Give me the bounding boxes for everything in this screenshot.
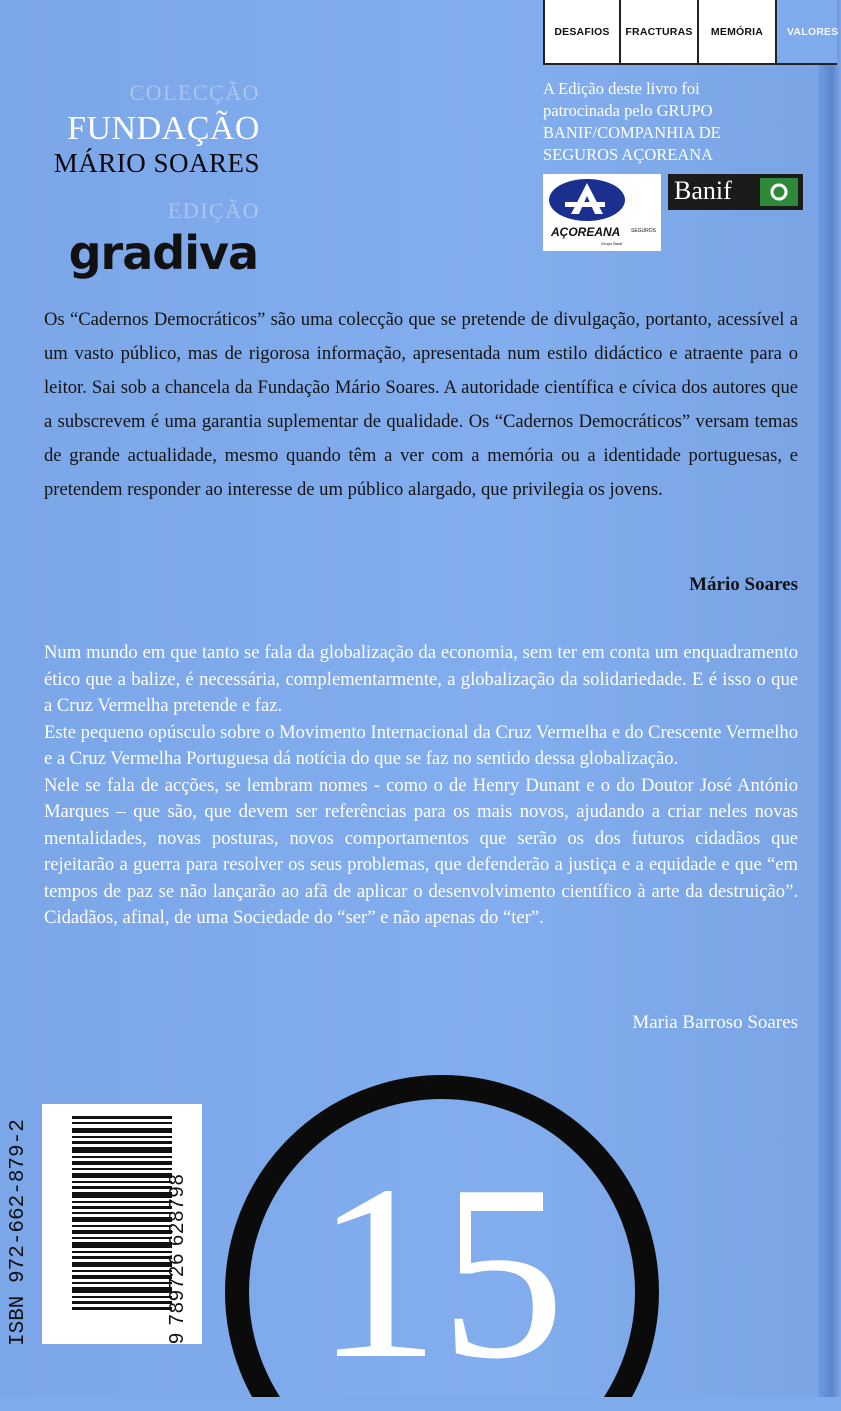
coleccao-label: COLECÇÃO	[129, 80, 260, 105]
acoreana-logo	[543, 174, 661, 251]
preface-text	[44, 640, 798, 932]
acoreana-logo-text: AÇOREANA	[551, 225, 621, 239]
sponsor-note	[543, 78, 783, 166]
gradiva-logo: gradiva	[68, 226, 258, 280]
acoreana-group-text: Grupo Banif	[601, 241, 623, 246]
tab-fracturas: FRACTURAS	[621, 0, 699, 65]
acoreana-emblem-icon	[543, 174, 661, 251]
series-tabs	[543, 0, 837, 65]
banif-emblem-icon	[760, 178, 798, 206]
preface-paragraph: Este pequeno opúsculo sobre o Movimento Internacional da Cruz Vermelha e do Crescente Vermelho e a Cruz Vermelha Portuguesa dá notícia do que se faz no sentido dessa globalização.	[44, 721, 798, 769]
spine-edge	[818, 0, 841, 1397]
volume-number: 15	[315, 1134, 565, 1411]
ean-number: 9 789726 628798	[166, 1173, 188, 1344]
maria-barroso-signature: Maria Barroso Soares	[632, 1012, 798, 1033]
banif-logo	[668, 174, 803, 210]
preface-paragraph: Nele se fala de acções, se lembram nomes - como o de Henry Dunant e o do Doutor José António Marques – que são, que devem ser referências para os mais novos, ajudando a criar neles novas mentalidades, novas posturas, novos comportamentos que serão os dos futuros cidadãos que rejeitarão a guerra para resolver os seus problemas, que defenderão a justiça e a equidade e que “em tempos de paz se não lançarão ao afã de aplicar o desenvolvimento científico à arte da destruição”. Cidadãos, afinal, de uma Sociedade do “ser” e não apenas do “ter”.	[44, 774, 798, 928]
series-description: Os “Cadernos Democráticos” são uma colecção que se pretende de divulgação, portanto, acessível a um vasto público, mas de rigorosa informação, apresentada num estilo didáctico e atraente para o leitor. Sai sob a chancela da Fundação Mário Soares. A autoridade científica e cívica dos autores que a subscrevem é uma garantia suplementar de qualidade. Os “Cadernos Democráticos” versam temas de grande actualidade, mesmo quando têm a ver com a memória ou a identidade portuguesas, e pretendem responder ao interesse de um público alargado, que privilegia os jovens.	[44, 309, 798, 500]
banif-logo-text: Banif	[674, 176, 732, 205]
mario-soares-signature: Mário Soares	[689, 574, 798, 595]
sponsor-line: SEGUROS AÇOREANA	[543, 145, 714, 164]
tab-memoria: MEMÓRIA	[699, 0, 777, 65]
edicao-label: EDIÇÃO	[167, 198, 260, 223]
sponsor-line: BANIF/COMPANHIA DE	[543, 123, 721, 142]
preface-paragraph: Num mundo em que tanto se fala da globalização da economia, sem ter em conta um enquadramento ético que a balize, é necessária, complementarmente, a globalização da solidariedade. E é isso o que a Cruz Vermelha pretende e faz.	[44, 642, 798, 716]
isbn-number: ISBN 972-662-879-2	[7, 1119, 30, 1346]
tab-valores: VALORES	[777, 0, 837, 65]
sponsor-line: patrocinada pelo GRUPO	[543, 101, 713, 120]
sponsor-line: A Edição deste livro foi	[543, 79, 700, 98]
acoreana-sub-text: SEGUROS	[631, 228, 657, 234]
mario-soares-title: MÁRIO SOARES	[53, 148, 260, 178]
fundacao-title: FUNDAÇÃO	[67, 110, 260, 147]
barcode-bars-icon	[72, 1116, 172, 1310]
tab-desafios: DESAFIOS	[543, 0, 621, 65]
